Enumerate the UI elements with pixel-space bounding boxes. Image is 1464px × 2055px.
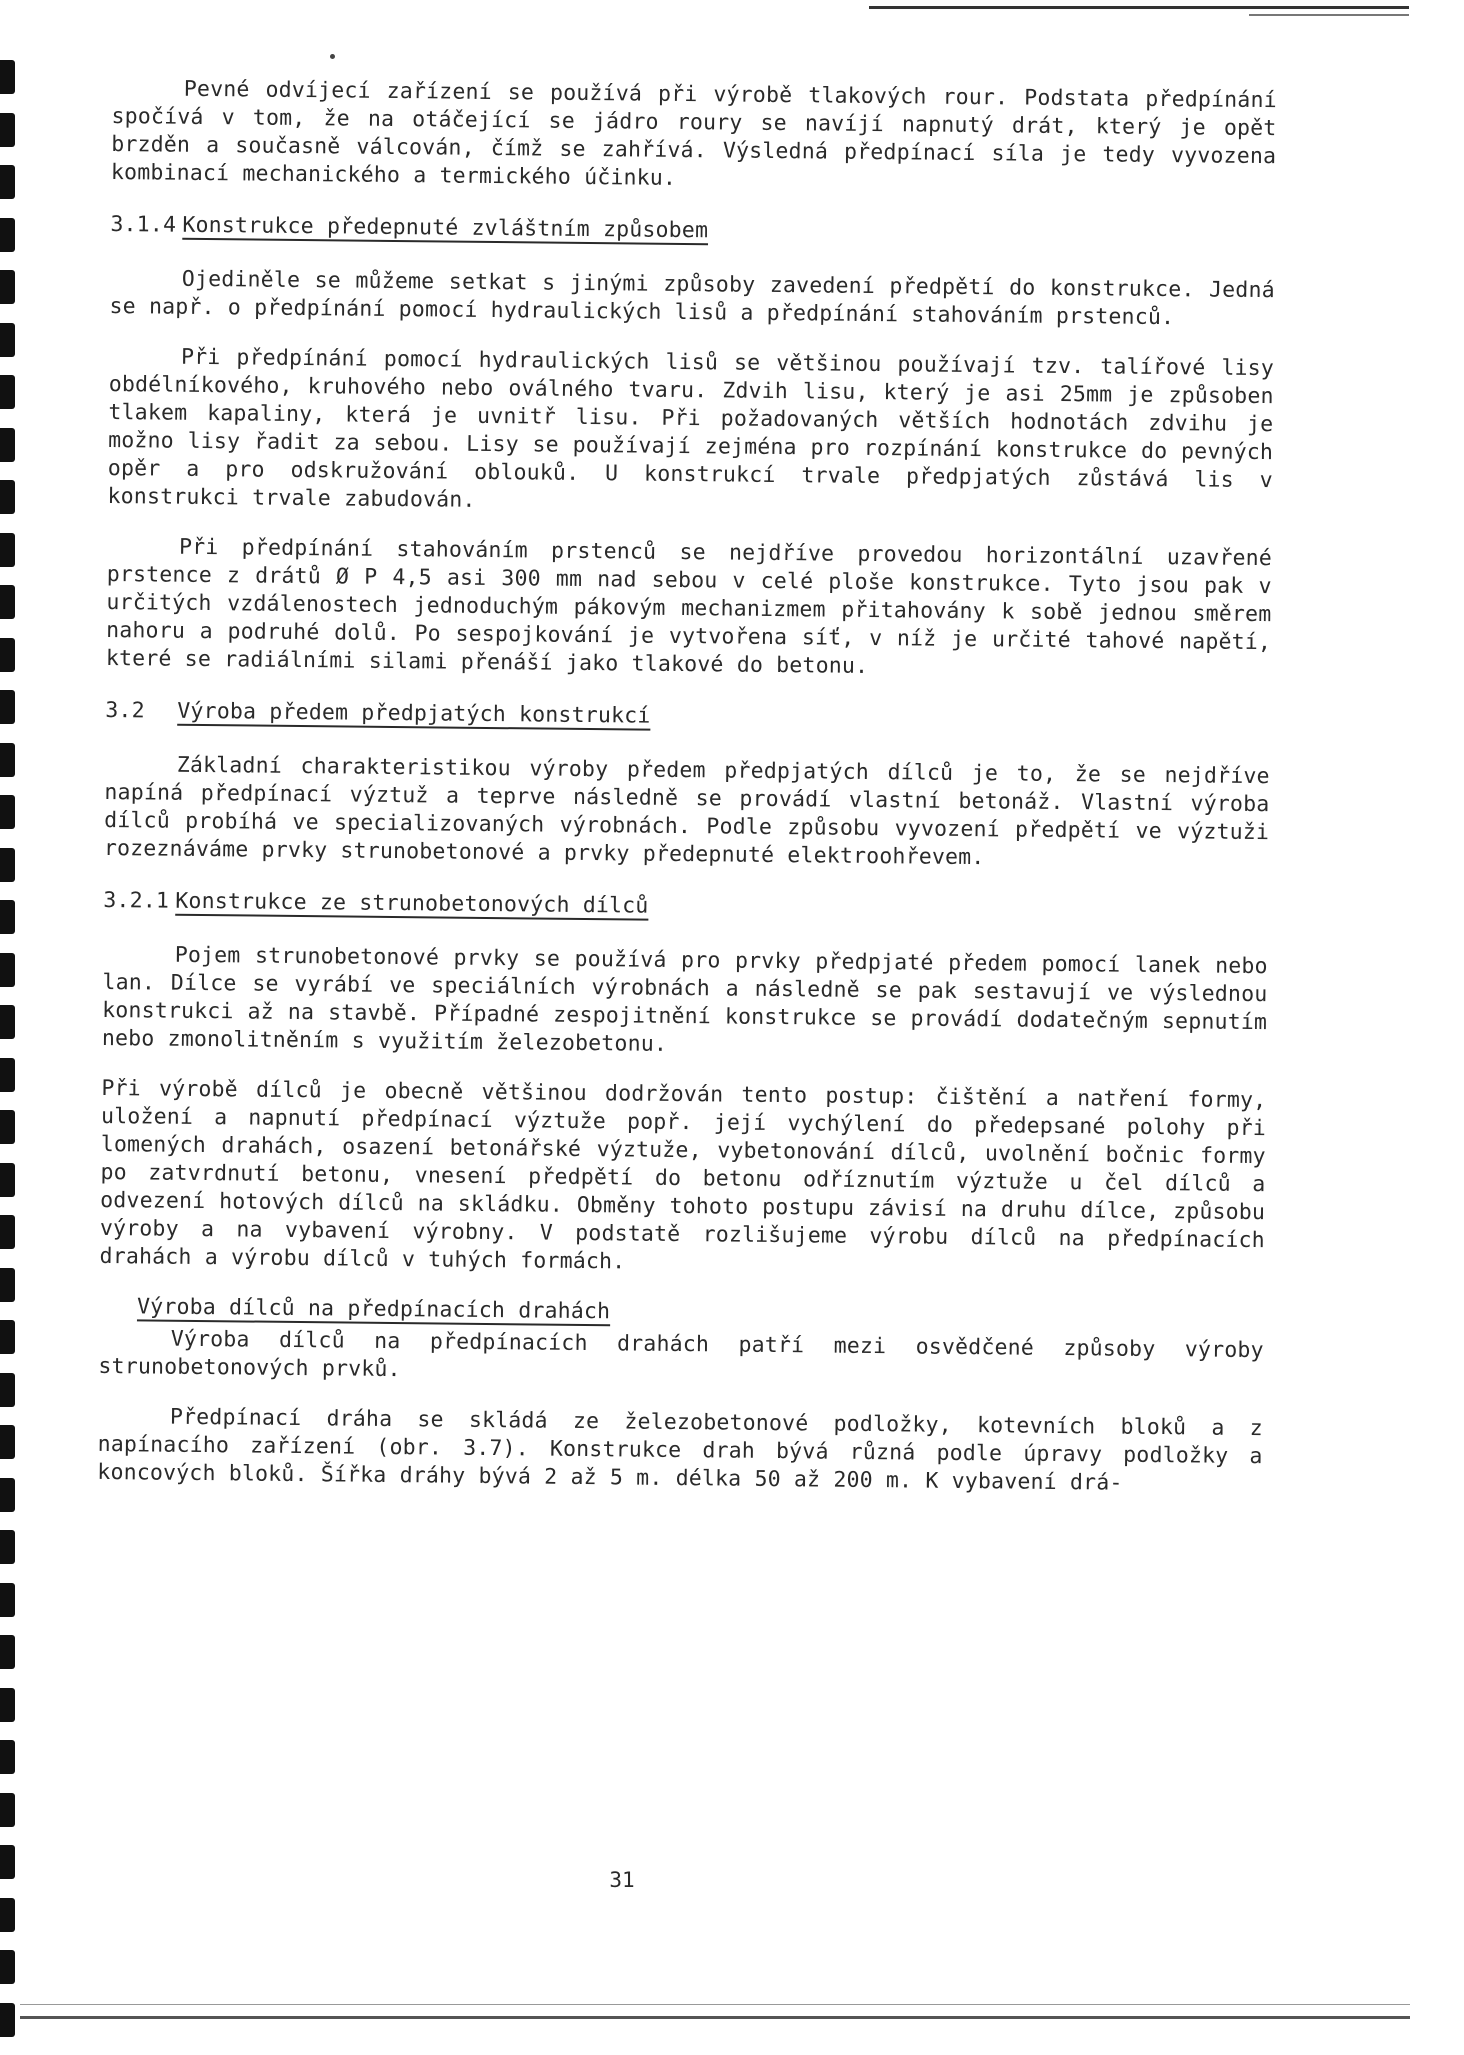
paragraph: Ojediněle se můžeme setkat s jinými způsoby zavedení předpětí do konstrukce. Jedná se např. o předpínání pomocí hydraulických lisů a předpínání stahováním prstenců. [109, 266, 1275, 331]
binding-hole [0, 1530, 15, 1564]
binding-hole [0, 428, 15, 462]
binding-hole [0, 165, 15, 199]
bottom-edge-line-secondary [20, 2004, 1410, 2005]
binding-hole [0, 1373, 15, 1407]
top-edge-line-secondary [1249, 14, 1409, 16]
paragraph: Výroba dílců na předpínacích drahách patří mezi osvědčené způsoby výroby strunobetonových prvků. [98, 1326, 1264, 1383]
binding-hole [0, 60, 15, 94]
section-title: Konstrukce ze strunobetonových dílců [175, 888, 649, 919]
bottom-edge-line [20, 2016, 1410, 2019]
binding-hole [0, 1740, 15, 1774]
binding-hole [0, 323, 15, 357]
section-heading [103, 887, 1268, 927]
binding-hole [0, 2003, 15, 2037]
binding-hole [0, 848, 15, 882]
binding-hole [0, 1268, 15, 1302]
binding-hole [0, 1320, 15, 1354]
binding-hole [0, 1898, 15, 1932]
binding-hole [0, 1215, 15, 1249]
binding-hole [0, 1688, 15, 1722]
page-number: 31 [609, 1868, 635, 1892]
binding-hole [0, 270, 15, 304]
binding-hole [0, 1110, 15, 1144]
binding-hole [0, 585, 15, 619]
binding-hole [0, 1058, 15, 1092]
section-number: 3.1.4 [110, 211, 177, 238]
binding-hole [0, 953, 15, 987]
paragraph: Pojem strunobetonové prvky se používá pro prvky předpjaté předem pomocí lanek nebo lan. Dílce se vyrábí ve speciálních výrobnách a následně se pak sestavují ve výslednou konstrukci až na stavbě. Případné zespojitnění konstrukce se provádí dodatečným sepnutím nebo zmonolitněním s využitím železobetonu. [101, 942, 1268, 1057]
top-edge-line [869, 6, 1409, 9]
section-heading [110, 211, 1275, 251]
binding-hole [0, 690, 15, 724]
ink-dot [330, 54, 335, 59]
binding-hole [0, 1425, 15, 1459]
paragraph: Předpínací dráha se skládá ze železobetonové podložky, kotevních bloků a z napínacího zařízení (obr. 3.7). Konstrukce drah bývá různá podle úpravy podložky a koncových bloků. Šířka dráhy bývá 2 až 5 m. délka 50 až 200 m. K vybavení drá- [97, 1404, 1264, 1496]
binding-hole [0, 1005, 15, 1039]
binding-hole [0, 638, 15, 672]
binding-hole [0, 113, 15, 147]
paragraph: Při předpínání pomocí hydraulických lisů se většinou používají tzv. talířové lisy obdélníkového, kruhového nebo oválného tvaru. Zdvih lisu, který je asi 25mm je způsoben tlakem kapaliny, která je uvnitř lisu. Při požadovaných větších hodnotách zdvihu je možno lisy řadit za sebou. Lisy se používají zejména pro rozpínání konstrukce do pevných opěr a pro odskružování oblouků. U konstrukcí trvale předpjatých zůstává lis v konstrukci trvale zabudován. [107, 344, 1275, 513]
binding-hole [0, 743, 15, 777]
binding-hole [0, 1793, 15, 1827]
binding-hole [0, 1163, 15, 1197]
binding-hole [0, 533, 15, 567]
section-number: 3.2.1 [103, 887, 170, 914]
binding-hole [0, 1583, 15, 1617]
binding-hole [0, 900, 15, 934]
binding-holes [0, 0, 24, 2055]
subsection-title: Výroba dílců na předpínacích drahách [136, 1294, 611, 1325]
section-heading [105, 697, 1270, 737]
binding-hole [0, 1950, 15, 1984]
paragraph: Základní charakteristikou výroby předem předpjatých dílců je to, že se nejdříve napíná předpínací výztuž a teprve následně se provádí vlastní betonáž. Vlastní výroba dílců probíhá ve specializovaných výrobnách. Podle způsobu vyvození předpětí ve výztuži rozeznáváme prvky strunobetonové a prvky předepnuté elektroohřevem. [103, 752, 1270, 871]
paragraph: Při výrobě dílců je obecně většinou dodržován tento postup: čištění a natření formy, uložení a napnutí předpínací výztuže popř. její vychýlení do předepsané polohy při lomených drahách, osazení betonářské výztuže, vybetonování dílců, uvolnění bočnic formy po zatvrdnutí betonu, vnesení předpětí do betonu odříznutím výztuže u čel dílců a odvezení hotových dílců na skládku. Obměny tohoto postupu závisí na druhu dílce, způsobu výroby a na vybavení výrobny. V podstatě rozlišujeme výrobu dílců na předpínacích drahách a výrobu dílců v tuhých formách. [99, 1075, 1267, 1275]
paragraph: Při předpínání stahováním prstenců se nejdříve provedou horizontální uzavřené prstence z drátů Ø P 4,5 asi 300 mm nad sebou v celé ploše konstrukce. Tyto jsou pak v určitých vzdálenostech jednoduchým pákovým mechanizmem přitahovány k sobě jednou směrem nahoru a podruhé dolů. Po sespojkování je vytvořena síť, v níž je určité tahové napětí, které se radiálními silami přenáší jako tlakové do betonu. [105, 534, 1273, 679]
binding-hole [0, 1635, 15, 1669]
binding-hole [0, 795, 15, 829]
binding-hole [0, 1478, 15, 1512]
section-title: Konstrukce předepnuté zvláštním způsobem [182, 212, 709, 244]
section-title: Výroba předem předpjatých konstrukcí [177, 698, 651, 729]
binding-hole [0, 218, 15, 252]
binding-hole [0, 375, 15, 409]
paragraph: Pevné odvíjecí zařízení se používá při výrobě tlakových rour. Podstata předpínání spočívá v tom, že na otáčející se jádro roury se navíjí napnutý drát, který je opět brzděn a současně válcován, čímž se zahřívá. Výsledná předpínací síla je tedy vyvozena kombinací mechanického a termického účinku. [110, 76, 1277, 191]
section-number: 3.2 [105, 697, 145, 724]
page-body [97, 75, 1277, 1521]
binding-hole [0, 480, 15, 514]
